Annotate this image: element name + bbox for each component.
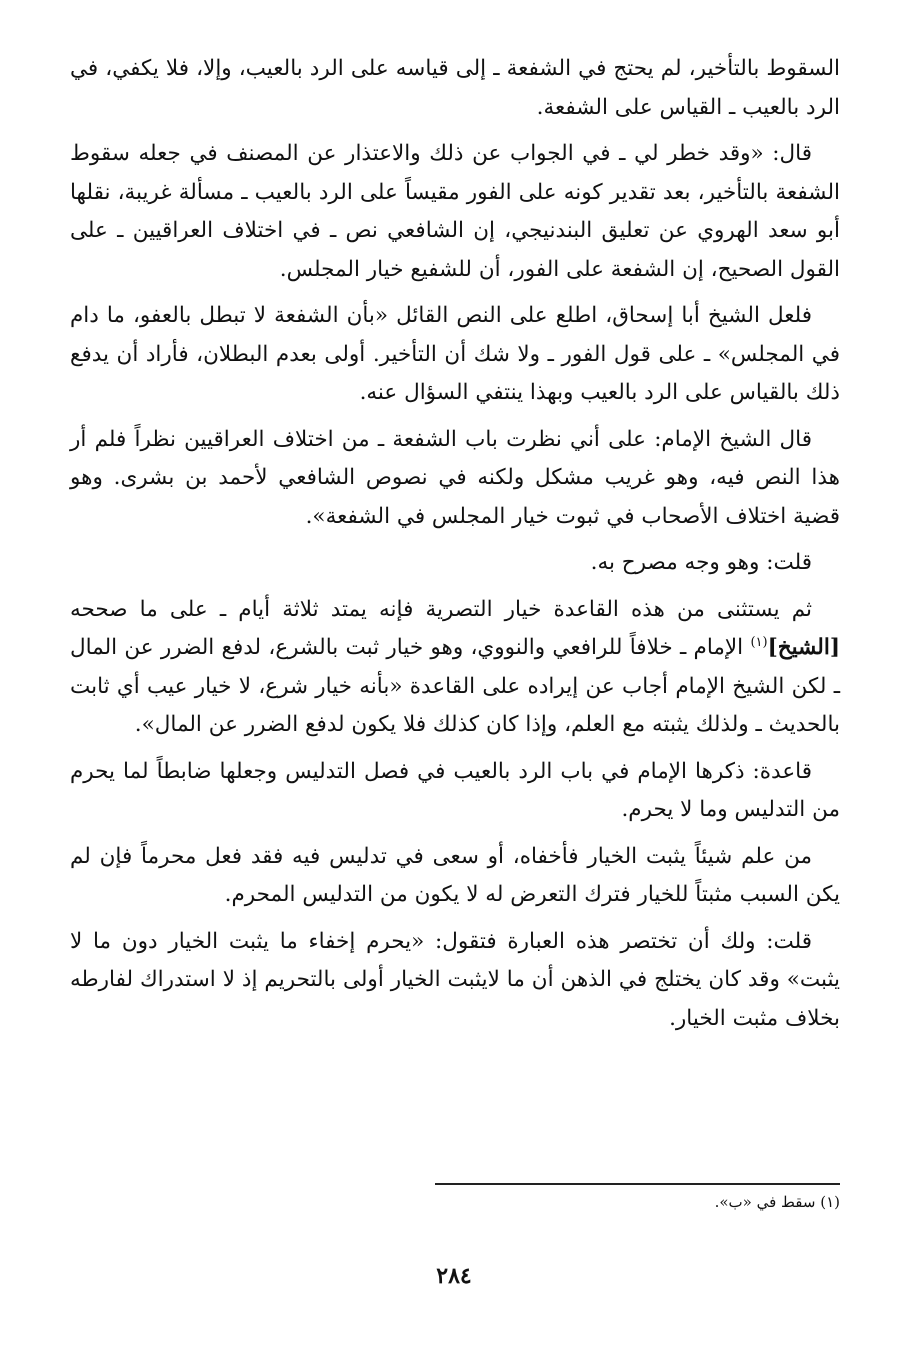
page-body bbox=[70, 50, 840, 1046]
paragraph-4: قال الشيخ الإمام: على أني نظرت باب الشفعة ـ من اختلاف العراقيين نظراً فلم أر هذا النص فيه، وهو غريب مشكل ولكنه في نصوص الشافعي لأحمد بن بشرى. وهو قضية اختلاف الأصحاب في ثبوت خيار المجلس في الشفعة». bbox=[70, 426, 840, 529]
footnote: (١) سقط في «ب». bbox=[714, 1193, 840, 1211]
bracket-word: [الشيخ] bbox=[767, 635, 840, 660]
footnote-divider bbox=[435, 1183, 840, 1185]
paragraph-9: قلت: ولك أن تختصر هذه العبارة فتقول: «يحرم إخفاء ما يثبت الخيار دون ما لا يثبت» وقد كان يختلج في الذهن أن ما لايثبت الخيار أولى بالتحريم إذ لا استدراك لفارطه بخلاف مثبت الخيار. bbox=[70, 928, 840, 1031]
paragraph-6-continuation: الإمام ـ خلافاً للرافعي والنووي، وهو خيار ثبت بالشرع، لدفع الضرر عن المال ـ لكن الشيخ الإمام أجاب عن إيراده على القاعدة «بأنه خيار شرع، لا خيار عيب أي ثابت بالحديث ـ ولذلك يثبته مع العلم، وإذا كان كذلك فلا يكون لدفع الضرر عن المال». bbox=[70, 635, 840, 737]
paragraph-8: من علم شيئاً يثبت الخيار فأخفاه، أو سعى في تدليس فيه فقد فعل محرماً فإن لم يكن السبب مثبتاً للخيار فترك التعرض له لا يكون من التدليس المحرم. bbox=[70, 843, 840, 907]
paragraph-7: قاعدة: ذكرها الإمام في باب الرد بالعيب في فصل التدليس وجعلها ضابطاً لما يحرم من التدليس وما لا يحرم. bbox=[70, 758, 840, 822]
paragraph-3: فلعل الشيخ أبا إسحاق، اطلع على النص القائل «بأن الشفعة لا تبطل بالعفو، ما دام في المجلس» ـ على قول الفور ـ ولا شك أن التأخير. أولى بعدم البطلان، فأراد أن يدفع ذلك بالقياس على الرد بالعيب وبهذا ينتفي السؤال عنه. bbox=[70, 303, 840, 405]
paragraph-2: قال: «وقد خطر لي ـ في الجواب عن ذلك والاعتذار عن المصنف في جعله سقوط الشفعة بالتأخير، بعد تقدير كونه على الفور مقيساً على الرد بالعيب ـ مسألة غريبة، نقلها أبو سعد الهروي عن تعليق البندنيجي، إن الشافعي نص ـ في اختلاف العراقيين ـ على القول الصحيح، إن الشفعة على الفور، أن للشفيع خيار المجلس. bbox=[70, 141, 840, 282]
paragraph-6 bbox=[70, 591, 840, 745]
page-number: ٢٨٤ bbox=[436, 1263, 472, 1289]
paragraph-5: قلت: وهو وجه مصرح به. bbox=[590, 550, 812, 575]
paragraph-1: السقوط بالتأخير، لم يحتج في الشفعة ـ إلى قياسه على الرد بالعيب، وإلا، فلا يكفي، في الرد بالعيب ـ القياس على الشفعة. bbox=[70, 56, 840, 120]
paragraph-6-text: ثم يستثنى من هذه القاعدة خيار التصرية فإنه يمتد ثلاثة أيام ـ على ما صححه bbox=[70, 596, 812, 622]
footnote-marker: (١) bbox=[750, 634, 768, 650]
